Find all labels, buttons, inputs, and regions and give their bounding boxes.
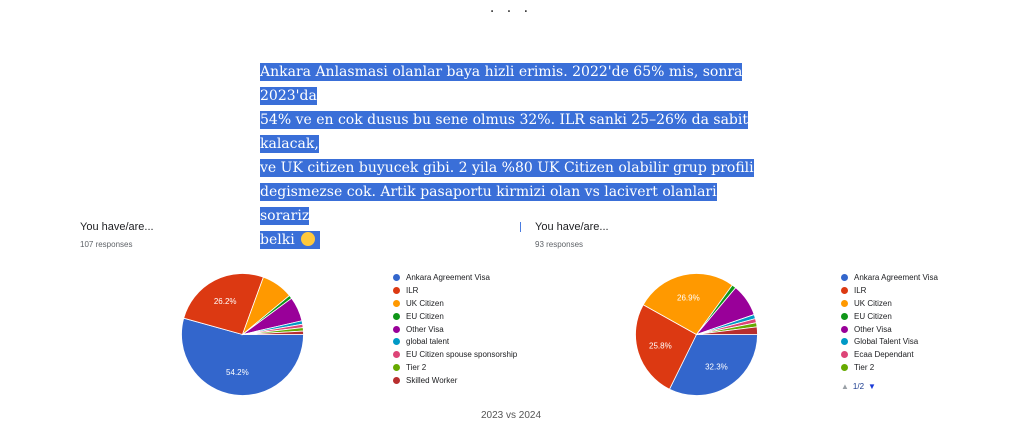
legend-swatch — [841, 313, 848, 320]
legend-swatch — [393, 300, 400, 307]
legend-pager — [841, 380, 938, 392]
legend-swatch — [841, 300, 848, 307]
legend-label: Tier 2 — [854, 363, 875, 373]
legend-item — [393, 374, 517, 387]
legend-label: ILR — [406, 285, 419, 295]
legend-label: Skilled Worker — [406, 376, 458, 386]
legend-swatch — [393, 274, 400, 281]
legend-swatch — [393, 364, 400, 371]
legend-item — [841, 297, 938, 310]
legend-label: UK Citizen — [406, 298, 444, 308]
legend-item — [841, 323, 938, 336]
chart-1-responses: 107 responses — [80, 240, 133, 249]
caption: 2023 vs 2024 — [480, 410, 542, 421]
chart-2-title: You have/are... — [535, 221, 609, 233]
chart-1-legend — [393, 271, 517, 387]
legend-label: Ecaa Dependant — [854, 350, 914, 360]
legend-label: ILR — [854, 285, 867, 295]
text-cursor — [520, 222, 521, 232]
legend-swatch — [841, 364, 848, 371]
legend-item — [393, 271, 517, 284]
legend-label: EU Citizen — [854, 311, 892, 321]
legend-item — [393, 335, 517, 348]
legend-label: EU Citizen spouse sponsorship — [406, 350, 518, 360]
post-text — [260, 60, 765, 252]
highlighted-text: Ankara Anlasmasi olanlar baya hizli erimis. 2022'de 65% mis, sonra 2023'da 54% ve en cok dusus bu sene olmus 32%. ILR sanki 25–26% da sabit kalacak, ve UK citizen buyucek gibi. 2 yila %80 UK Citizen olabilir grup profili degismezse cok. Artik pasaportu kirmizi olan vs lacivert olanlari sorariz belki — [260, 64, 754, 248]
legend-item — [393, 348, 517, 361]
legend-swatch — [393, 326, 400, 333]
legend-swatch — [841, 274, 848, 281]
grinning-face-icon — [301, 232, 315, 246]
slice-data-label: 32.3% — [705, 362, 728, 372]
legend-swatch — [841, 338, 848, 345]
legend-item — [841, 284, 938, 297]
chart-2-legend — [841, 271, 938, 392]
legend-item — [393, 361, 517, 374]
chart-2-pie — [634, 272, 759, 397]
legend-label: Ankara Agreement Visa — [406, 272, 490, 282]
legend-item — [393, 323, 517, 336]
slice-data-label: 54.2% — [226, 367, 249, 377]
legend-item — [841, 310, 938, 323]
legend-label: Ankara Agreement Visa — [854, 272, 938, 282]
more-dots[interactable]: . . . — [489, 0, 533, 16]
legend-item — [393, 284, 517, 297]
legend-item — [841, 335, 938, 348]
legend-item — [841, 348, 938, 361]
pager-up-icon[interactable]: ▲ — [841, 381, 849, 391]
legend-swatch — [841, 351, 848, 358]
legend-swatch — [393, 377, 400, 384]
legend-label: global talent — [406, 337, 450, 347]
chart-1-title: You have/are... — [80, 221, 154, 233]
legend-label: Other Visa — [406, 324, 444, 334]
chart-2-responses: 93 responses — [535, 240, 584, 249]
chart-1-pie — [180, 272, 305, 397]
legend-label: EU Citizen — [406, 311, 444, 321]
pager-text: 1/2 — [852, 381, 865, 391]
legend-item — [393, 310, 517, 323]
legend-swatch — [841, 287, 848, 294]
legend-swatch — [393, 351, 400, 358]
legend-swatch — [393, 313, 400, 320]
legend-label: Global Talent Visa — [854, 337, 919, 347]
legend-label: UK Citizen — [854, 298, 892, 308]
legend-swatch — [841, 326, 848, 333]
slice-data-label: 26.9% — [677, 293, 700, 303]
legend-swatch — [393, 338, 400, 345]
slice-data-label: 26.2% — [213, 296, 237, 306]
slice-data-label: 25.8% — [649, 341, 672, 351]
pager-down-icon[interactable]: ▼ — [868, 381, 876, 391]
legend-label: Tier 2 — [406, 363, 427, 373]
legend-item — [841, 271, 938, 284]
legend-item — [393, 297, 517, 310]
legend-label: Other Visa — [854, 324, 892, 334]
legend-swatch — [393, 287, 400, 294]
legend-item — [841, 361, 938, 374]
